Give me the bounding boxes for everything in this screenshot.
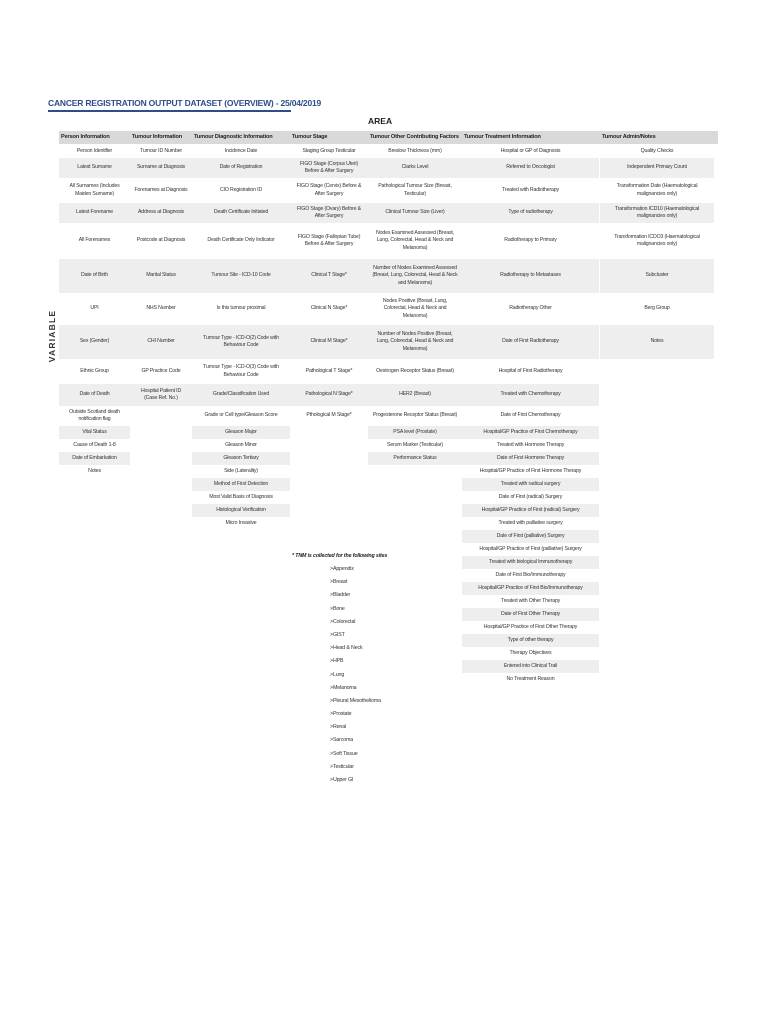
table-cell: HER2 (Breast) (368, 384, 462, 406)
tnm-site-item: >Prostate (330, 711, 352, 718)
table-cell: Treated with Chemotherapy (462, 384, 599, 406)
table-cell: Number of Nodes Positive (Breast, Lung, Colorectal, Head & Neck and Melanoma) (368, 325, 462, 359)
table-cell: Grade or Cell type/Gleason Score (204, 412, 278, 419)
table-cell: Serum Marker (Testicular) (387, 441, 443, 448)
area-label: AREA (368, 116, 393, 126)
column-tumour-other-contributing-factors (368, 145, 462, 465)
table-cell: Hospital/GP Practice of First (palliative) Surgery (479, 545, 582, 552)
tnm-site-list (330, 563, 381, 787)
table-cell: Treated with palliative surgery (498, 519, 563, 526)
table-cell: Hospital/GP Practice of First Bio/Immunotherapy (462, 582, 599, 595)
table-cell: Independent Primary Count (600, 158, 714, 178)
table-cell: Incidence Date (224, 147, 258, 154)
table-cell: Histological Verification (192, 504, 290, 517)
table-cell: Pthological M Stage* (306, 412, 352, 419)
table-cell: Date of Death (59, 384, 130, 406)
table-cell: UPI (90, 305, 99, 312)
table-cell: Nodes Examined Assessed (Breast, Lung, Colorectal, Head & Neck and Melanoma) (376, 230, 454, 251)
table-cell: Entered into Clinical Trail (462, 660, 599, 673)
table-cell: Hospital/GP Practice of First Chemotherapy (462, 426, 599, 439)
column-tumour-information (130, 145, 192, 406)
table-cell: Hospital/GP Practice of First Other Therapy (483, 623, 578, 630)
table-cell: Is this tumour proximal (216, 305, 266, 312)
table-cell: Clinical Tumour Size (Liver) (368, 203, 462, 223)
table-cell: Progesterone Receptor Status (Breast) (372, 412, 458, 419)
tnm-site-item: >Bone (330, 605, 345, 612)
table-cell: Gleason Major (192, 426, 290, 439)
column-header-tumour-stage: Tumour Stage (290, 131, 368, 144)
table-cell: Death Certificate Initiated (192, 203, 290, 223)
column-header-tumour-admin-notes: Tumour Admin/Notes (600, 131, 718, 144)
column-tumour-treatment-information (462, 145, 599, 686)
table-cell: Oestrogen Receptor Status (Breast) (376, 367, 454, 374)
table-cell: Micro Invasive (225, 519, 257, 526)
table-cell: Clinical N Stage* (310, 305, 348, 312)
table-cell: Hospital/GP Practice of First Hormone Therapy (479, 467, 582, 474)
table-cell: Berg Group (644, 305, 670, 312)
table-cell: Surname at Diagnosis (130, 158, 192, 178)
table-cell: Date of First Other Therapy (462, 608, 599, 621)
table-cell: Referred to Oncologist (462, 158, 599, 178)
table-cell: All Forenames (78, 237, 111, 244)
table-cell: Treated with radical surgery (462, 478, 599, 491)
tnm-site-item: >Renal (330, 724, 347, 731)
tnm-site-item: >Bladder (330, 592, 351, 599)
table-cell: Radiotherapy Other (509, 305, 552, 312)
table-cell: Tumour ID Number (140, 147, 182, 154)
table-cell: Type of other therapy (462, 634, 599, 647)
tnm-site-item: >HPB (330, 658, 344, 665)
table-cell: FIGO Stage (Fallopian Tube) Before & After Surgery (297, 233, 361, 247)
table-cell: Date of First Chemotherapy (500, 412, 561, 419)
table-cell: Clinical T Stage* (290, 259, 368, 293)
table-cell: Gleason Minor (225, 441, 257, 448)
table-cell: Notes (88, 467, 101, 474)
table-cell: Transformation ICDO3 (Haematological malignancies only) (614, 233, 700, 247)
tnm-site-item: >GIST (330, 631, 345, 638)
table-cell: FIGO Stage (Cervix) Before & After Surgery (296, 183, 362, 197)
column-header-tumour-information: Tumour Information (130, 131, 192, 144)
tnm-site-item: >Upper GI (330, 777, 354, 783)
tnm-site-item: >Head & Neck (330, 645, 363, 652)
table-cell: Ethnic Group (80, 367, 109, 374)
tnm-note: * TNM is collected for the following sites (292, 553, 388, 559)
table-cell: Transformation ICD10 (Haematological malignancies only) (600, 203, 714, 223)
table-cell: Date of Birth (59, 259, 130, 293)
table-cell: Date of First Radiotherapy (462, 325, 599, 359)
table-cell: Postcode at Diagnosis (136, 237, 186, 244)
table-cell: NHS Number (146, 305, 176, 312)
table-cell: Therapy Objectives (509, 649, 552, 656)
table-cell: CHI Number (130, 325, 192, 359)
table-cell: Radiotherapy to Metastases (462, 259, 599, 293)
table-cell: Side (Laterality) (224, 467, 258, 474)
table-cell: Vital Status (59, 426, 130, 439)
table-cell: Pathological N Stage* (290, 384, 368, 406)
table-cell: Pathological T Stage* (305, 367, 353, 374)
table-cell: Date of First Bio/Immunotherapy (495, 571, 566, 578)
table-cell: GP Practice Code (141, 367, 181, 374)
table-cell: FIGO Stage (Ovary) Before & After Surgery (290, 203, 368, 223)
tnm-site-item: >Appendix (330, 566, 354, 572)
column-tumour-admin-notes (600, 145, 714, 359)
tnm-site-item: >Soft Tissue (330, 750, 358, 757)
column-header-tumour-diagnostic-information: Tumour Diagnostic Information (192, 131, 290, 144)
table-cell: Date of Embarkation (59, 452, 130, 465)
table-cell: Tumour Type - ICD-O(3) Code with Behaviour Code (203, 364, 279, 378)
table-cell: CIO Registration ID (219, 186, 263, 193)
table-cell: Date of First (radical) Surgery (498, 493, 563, 500)
table-cell: Breslow Thickness (mm) (388, 147, 442, 154)
table-cell: Treated with Hormone Therapy (496, 441, 565, 448)
table-cell: Address at Diagnosis (130, 203, 192, 223)
tnm-site-item: >Testicular (330, 763, 354, 770)
table-cell: Latest Surname (59, 158, 130, 178)
table-cell: Subcluster (600, 259, 714, 293)
table-cell: Hospital or GP of Diagnosis (500, 147, 561, 154)
table-cell: Marital Status (130, 259, 192, 293)
table-cell: Tumour Type - ICD-O(2) Code with Behaviour Code (192, 325, 290, 359)
table-cell: Outside Scotland death notification flag (69, 408, 120, 422)
column-header-tumour-other-contributing-factors: Tumour Other Contributing Factors (368, 131, 462, 144)
table-cell: Date of Registration (192, 158, 290, 178)
table-cell: Notes (600, 325, 714, 359)
table-cell: Date of First Hormone Therapy (462, 452, 599, 465)
tnm-site-item: >Melanoma (330, 684, 357, 691)
table-cell: Pathological Tumour Size (Breast, Testicular) (378, 183, 452, 197)
tnm-site-item: >Sarcoma (330, 737, 354, 744)
table-cell: Treated with biological Immunotherapy (462, 556, 599, 569)
tnm-site-item: >Pleural Mesothelioma (330, 697, 381, 704)
tnm-site-item: >Breast (330, 579, 348, 586)
table-cell: Date of First (palliative) Surgery (462, 530, 599, 543)
table-cell: Person Identifier (76, 147, 113, 154)
column-tumour-stage (290, 145, 368, 426)
table-cell: Forenames at Diagnosis (134, 186, 188, 193)
table-cell: Staging Group Testicular (302, 147, 356, 154)
table-cell: Type of radiotherapy (462, 203, 599, 223)
table-cell: Latest Forename (59, 203, 130, 223)
table-cell: Clarks Level (368, 158, 462, 178)
title-underline (48, 110, 291, 112)
table-cell: Grade/Classification Used (192, 384, 290, 406)
table-cell: Treated with Other Therapy (500, 597, 561, 604)
table-cell: Sex (Gender) (59, 325, 130, 359)
column-header-tumour-treatment-information: Tumour Treatment Information (462, 131, 600, 144)
table-cell: Clinical M Stage* (290, 325, 368, 359)
column-tumour-diagnostic-information (192, 145, 290, 530)
table-cell: Hospital of First Radiotherapy (498, 367, 563, 374)
table-cell: FIGO Stage (Corpus Uteri) Before & After Surgery (290, 158, 368, 178)
table-cell: Performance Status (368, 452, 462, 465)
table-cell: Hospital Patient ID (Case Ref. No.) (130, 384, 192, 406)
table-cell: Tumour Site - ICD-10 Code (192, 259, 290, 293)
variable-label-text: VARIABLE (47, 309, 57, 363)
column-header-person-information: Person Information (59, 131, 130, 144)
document-title: CANCER REGISTRATION OUTPUT DATASET (OVERVIEW) - 25/04/2019 (48, 98, 322, 108)
tnm-site-item: >Lung (330, 671, 345, 678)
table-cell: Gleason Tertiary (192, 452, 290, 465)
table-cell: No Treatment Reason (506, 675, 555, 682)
table-cell: PSA level (Prostate) (368, 426, 462, 439)
column-person-information (59, 145, 130, 478)
table-cell: Hospital/GP Practice of First (radical) Surgery (462, 504, 599, 517)
table-cell: Quality Checks (640, 147, 674, 154)
table-cell: Most Valid Basis of Diagnosis (209, 493, 273, 500)
table-cell: Nodes Positive (Breast, Lung, Colorectal, Head & Neck and Melanoma) (382, 298, 448, 319)
table-cell: All Surnames (Includes Maiden Surname) (69, 183, 120, 197)
table-cell: Death Certificate Only Indicator (207, 237, 275, 244)
table-cell: Transformation Date (Haematological malignancies only) (616, 183, 698, 197)
table-cell: Method of First Detection (192, 478, 290, 491)
table-cell: Radiotherapy to Primary (504, 237, 557, 244)
table-cell: Treated with Radiotherapy (502, 186, 559, 193)
table-cell: Number of Nodes Examined Assessed (Breast, Lung, Colorectal, Head & Neck and Melanoma) (368, 259, 462, 293)
table-cell: Cause of Death 1-8 (73, 441, 116, 448)
tnm-site-item: >Colorectal (330, 618, 356, 625)
